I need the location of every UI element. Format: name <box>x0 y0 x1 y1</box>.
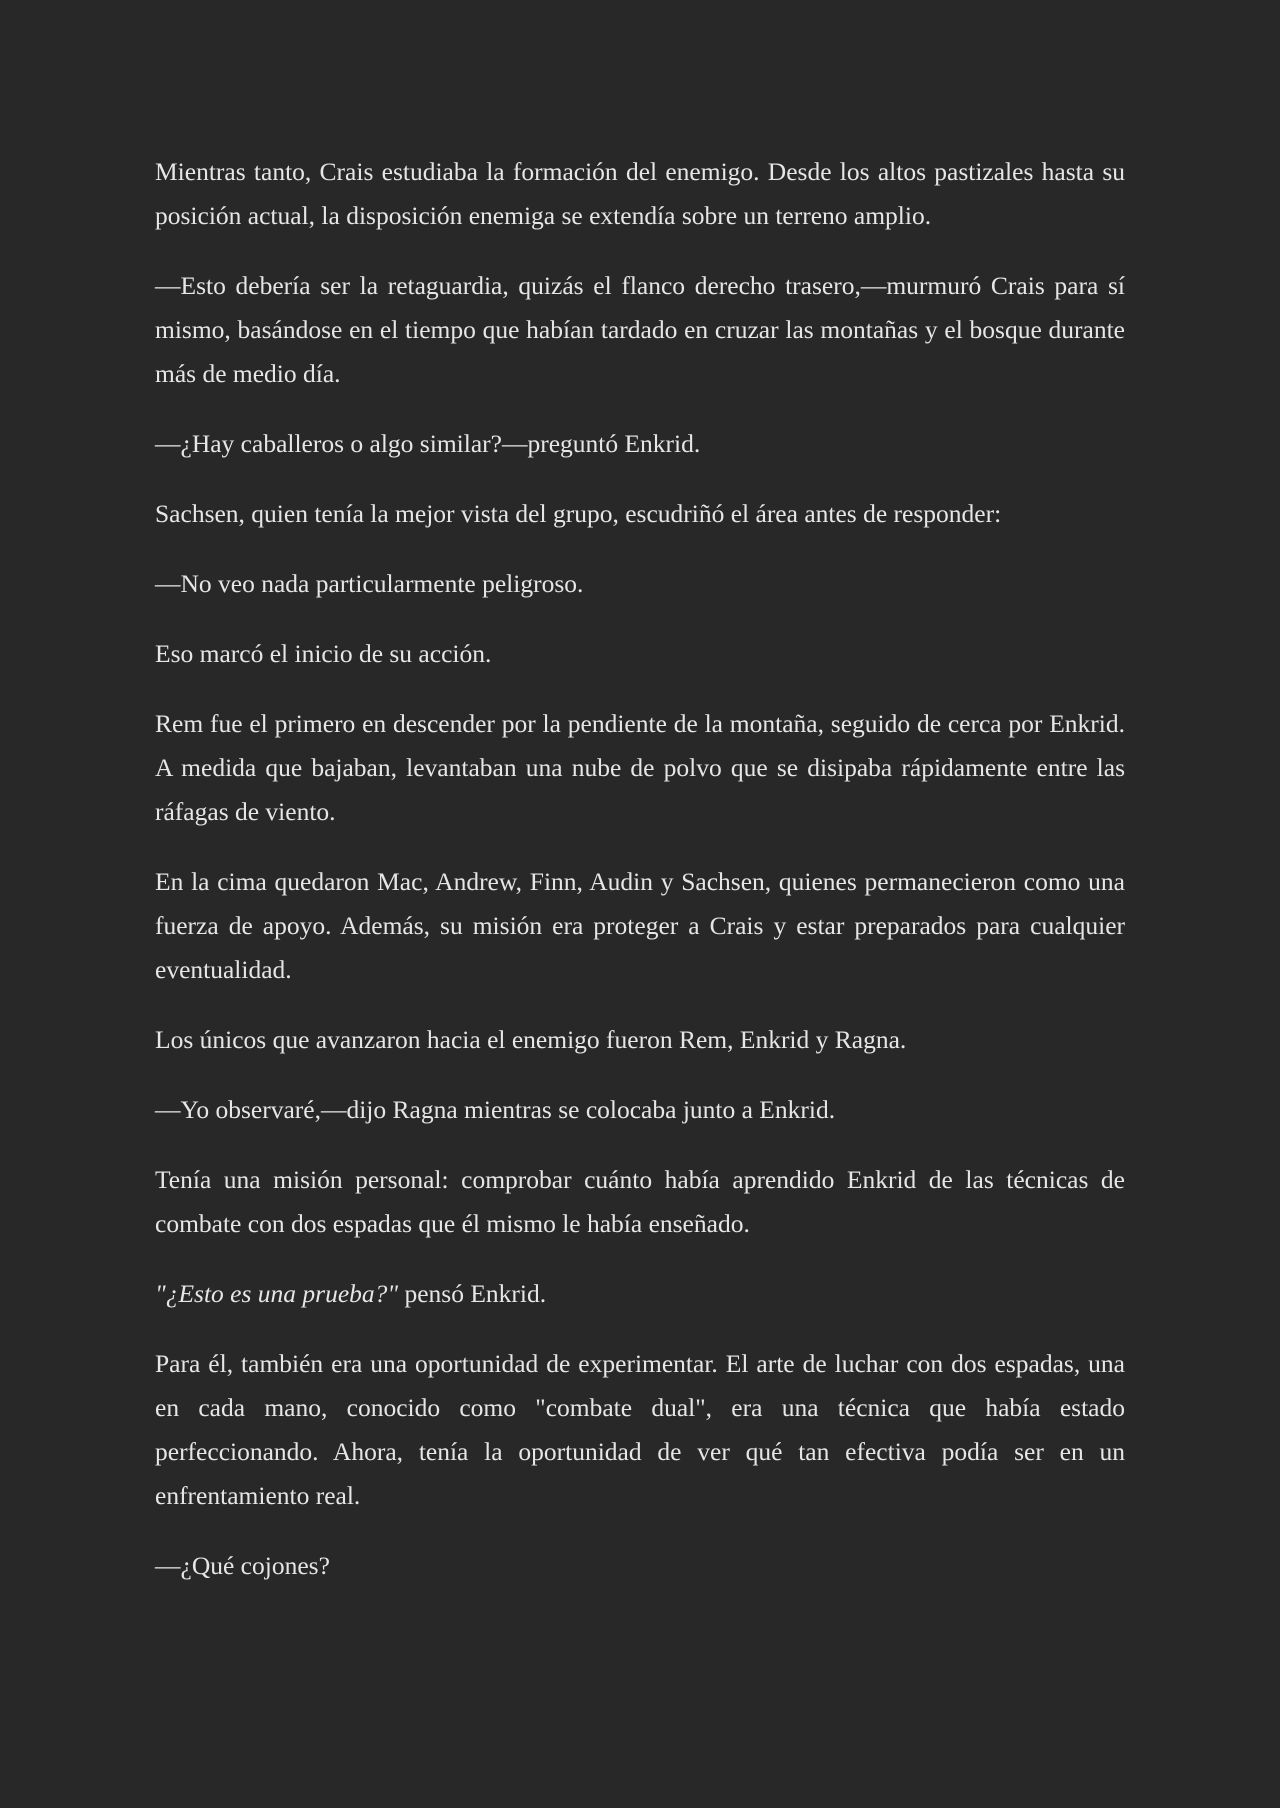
paragraph: Para él, también era una oportunidad de experimentar. El arte de luchar con dos espadas, una en cada mano, conocido como "combate dual", era una técnica que había estado perfeccionando. Ahora, tenía la oportunidad de ver qué tan efectiva podía ser en un enfrentamiento real. <box>155 1349 1125 1510</box>
paragraph: Los únicos que avanzaron hacia el enemigo fueron Rem, Enkrid y Ragna. <box>155 1025 907 1054</box>
paragraph: Mientras tanto, Crais estudiaba la formación del enemigo. Desde los altos pastizales hasta su posición actual, la disposición enemiga se extendía sobre un terreno amplio. <box>155 157 1125 230</box>
thought-italic-text: "¿Esto es una prueba?" <box>155 1279 399 1308</box>
paragraph: —¿Qué cojones? <box>155 1551 330 1580</box>
document-body <box>155 150 1125 1614</box>
paragraph: Rem fue el primero en descender por la pendiente de la montaña, seguido de cerca por Enkrid. A medida que bajaban, levantaban una nube de polvo que se disipaba rápidamente entre las ráfagas de viento. <box>155 709 1125 826</box>
paragraph: Sachsen, quien tenía la mejor vista del grupo, escudriñó el área antes de responder: <box>155 499 1002 528</box>
paragraph: —No veo nada particularmente peligroso. <box>155 569 584 598</box>
thought-paragraph <box>155 1272 1125 1316</box>
paragraph: —Yo observaré,—dijo Ragna mientras se colocaba junto a Enkrid. <box>155 1095 836 1124</box>
paragraph: Eso marcó el inicio de su acción. <box>155 639 492 668</box>
paragraph: Tenía una misión personal: comprobar cuánto había aprendido Enkrid de las técnicas de combate con dos espadas que él mismo le había enseñado. <box>155 1165 1125 1238</box>
paragraph: En la cima quedaron Mac, Andrew, Finn, Audin y Sachsen, quienes permanecieron como una fuerza de apoyo. Además, su misión era proteger a Crais y estar preparados para cualquier eventualidad. <box>155 867 1125 984</box>
paragraph: —Esto debería ser la retaguardia, quizás el flanco derecho trasero,—murmuró Crais para sí mismo, basándose en el tiempo que habían tardado en cruzar las montañas y el bosque durante más de medio día. <box>155 271 1125 388</box>
paragraph: —¿Hay caballeros o algo similar?—preguntó Enkrid. <box>155 429 701 458</box>
thought-attribution: pensó Enkrid. <box>398 1279 547 1308</box>
